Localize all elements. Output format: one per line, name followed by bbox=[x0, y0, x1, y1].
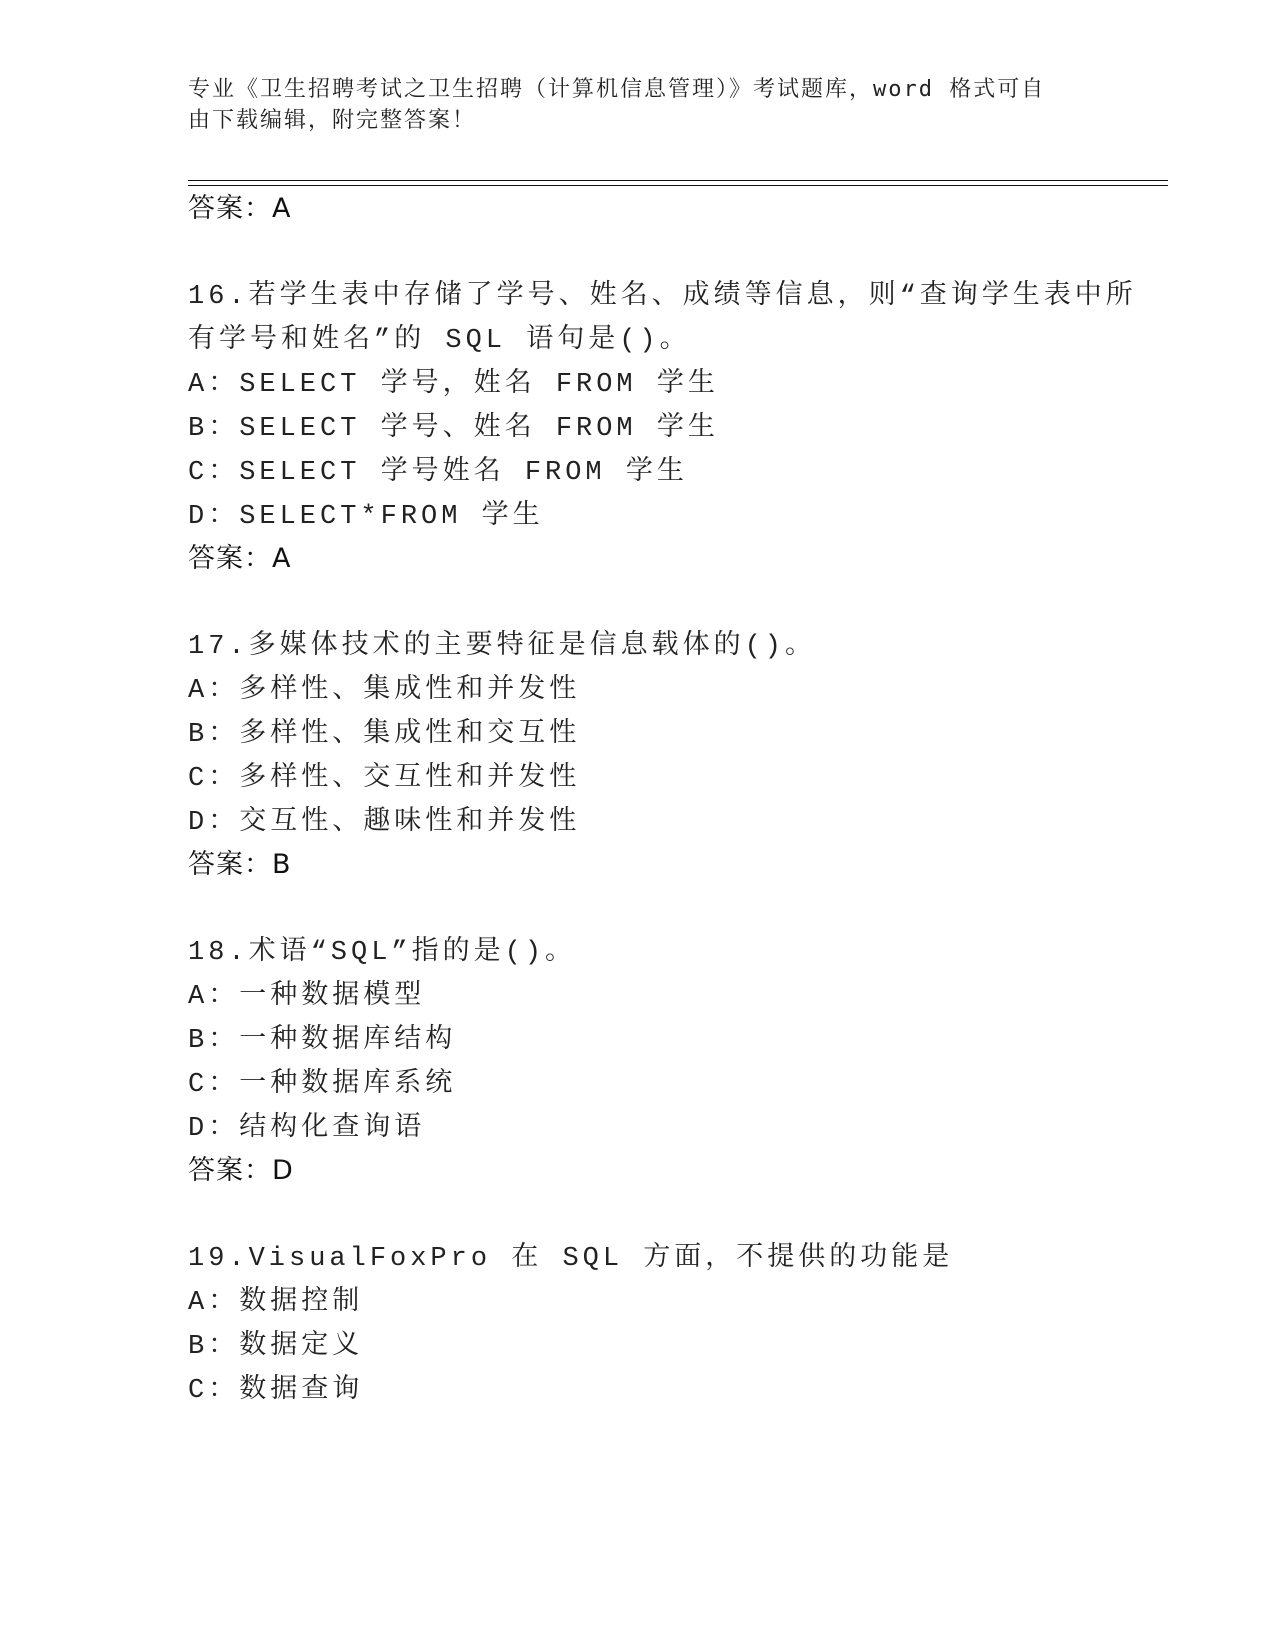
question-17-answer: 答案：B bbox=[188, 849, 292, 880]
question-16-option-a: A：SELECT 学号，姓名 FROM 学生 bbox=[188, 370, 719, 400]
question-18-option-a: A：一种数据模型 bbox=[188, 982, 426, 1012]
question-18-option-d: D：结构化查询语 bbox=[188, 1114, 426, 1144]
question-19-option-c: C：数据查询 bbox=[188, 1376, 364, 1406]
header-divider-bottom bbox=[188, 185, 1168, 186]
header-line-2: 由下载编辑，附完整答案！ bbox=[188, 108, 477, 133]
question-17-option-c: C：多样性、交互性和并发性 bbox=[188, 764, 581, 794]
question-18-option-c: C：一种数据库系统 bbox=[188, 1070, 457, 1100]
question-16-option-d: D：SELECT*FROM 学生 bbox=[188, 502, 544, 532]
question-17-option-b: B：多样性、集成性和交互性 bbox=[188, 720, 581, 750]
question-18-stem: 18.术语“SQL”指的是()。 bbox=[188, 938, 577, 968]
header-line-1: 专业《卫生招聘考试之卫生招聘（计算机信息管理）》考试题库，word 格式可自 bbox=[188, 77, 1046, 102]
question-16-option-b: B：SELECT 学号、姓名 FROM 学生 bbox=[188, 414, 719, 444]
question-19-option-a: A：数据控制 bbox=[188, 1288, 364, 1318]
question-17-stem: 17.多媒体技术的主要特征是信息载体的()。 bbox=[188, 632, 817, 662]
answer-line: 答案：A bbox=[188, 193, 292, 224]
question-16-option-c: C：SELECT 学号姓名 FROM 学生 bbox=[188, 458, 688, 488]
header-divider-top bbox=[188, 180, 1168, 181]
question-16-answer: 答案：A bbox=[188, 543, 292, 574]
document-header bbox=[188, 74, 1088, 136]
question-19-option-b: B：数据定义 bbox=[188, 1332, 364, 1362]
question-18-option-b: B：一种数据库结构 bbox=[188, 1026, 457, 1056]
question-16-stem-line-2: 有学号和姓名”的 SQL 语句是()。 bbox=[188, 326, 691, 356]
question-18-answer: 答案：D bbox=[188, 1155, 294, 1186]
question-17-option-a: A：多样性、集成性和并发性 bbox=[188, 676, 581, 706]
question-19-stem: 19.VisualFoxPro 在 SQL 方面，不提供的功能是 bbox=[188, 1244, 954, 1274]
question-16-stem-line-1: 16.若学生表中存储了学号、姓名、成绩等信息，则“查询学生表中所 bbox=[188, 282, 1137, 312]
question-17-option-d: D：交互性、趣味性和并发性 bbox=[188, 808, 581, 838]
